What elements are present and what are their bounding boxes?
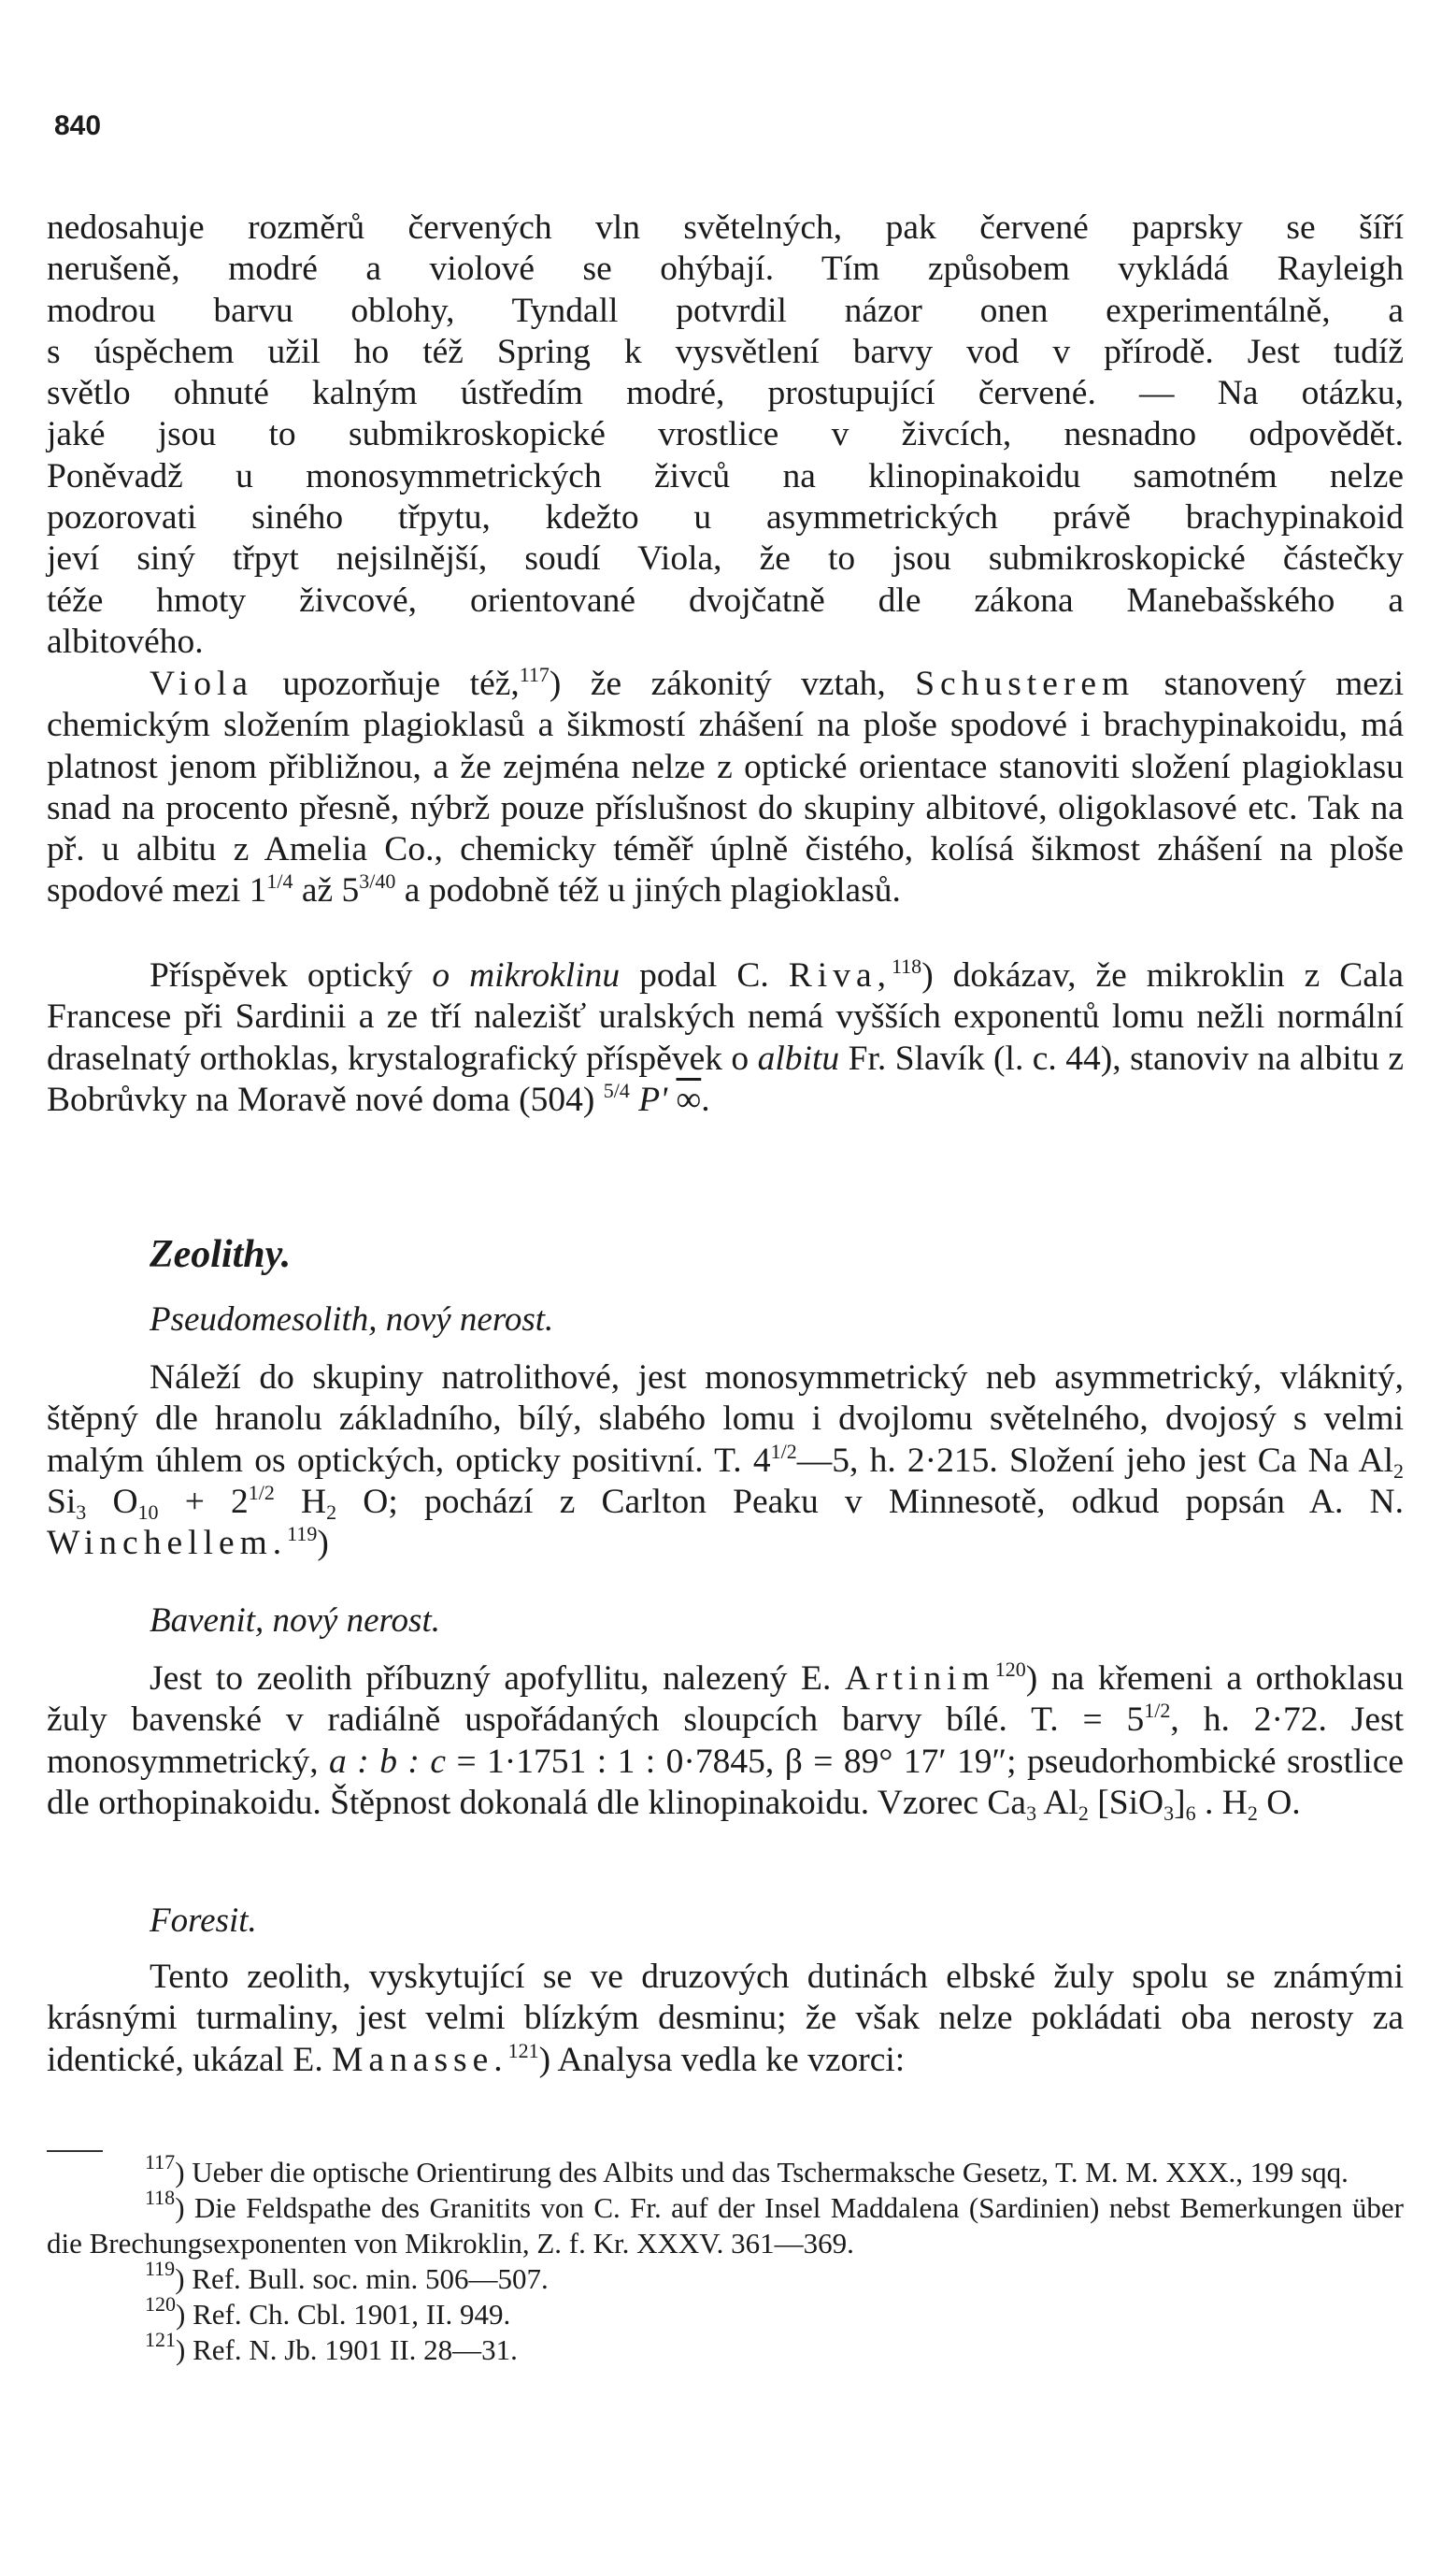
footnote-text: ) Ref. Bull. soc. min. 506—507. — [175, 2262, 549, 2295]
text-line: pozorovati siného třpytu, kdežto u asymmetrických právě brachypinakoid — [47, 498, 1404, 538]
text-span: ) dokázav, že mikroklin z Cala Francese při Sardinii a ze tří nalezišť uralských nemá vyšších exponentů lomu nežli normální draselnatý orthoklas, krystalografický příspěvek o — [47, 956, 1404, 1078]
text-span: upozorňuje též, — [253, 665, 520, 703]
text-span: ) na křemeni a orthoklasu žuly bavenské v radiálně uspořádaných sloupcích barvy bílé. T. = 5 — [47, 1659, 1404, 1740]
text-line: téže hmoty živcové, orientované dvojčatně dle zákona Manebašského a — [47, 581, 1404, 620]
subscript: 2 — [1078, 1801, 1089, 1825]
footnotes — [47, 2150, 1404, 2368]
text-span: a podobně též u jiných plagioklasů. — [395, 871, 901, 911]
fraction: 5/4 — [603, 1078, 630, 1102]
footnote-text: ) Die Feldspathe des Granitits von C. Fr. auf der Insel Maddalena (Sardinien) nebst Bemerkungen über die Brechungsexponenten von Mikroklin, Z. f. Kr. XXXV. 361—369. — [47, 2191, 1404, 2260]
text-span: ) že zákonitý vztah, — [549, 665, 916, 703]
text-span: O. — [1257, 1783, 1301, 1822]
subheading-pseudomesolith: Pseudomesolith, nový nerost. — [150, 1300, 554, 1339]
footnote-text: ) Ueber die optische Orientirung des Albits und das Tschermaksche Gesetz, T. M. M. XXX., 199 sqq. — [175, 2156, 1349, 2188]
fraction: 1/2 — [248, 1480, 275, 1504]
footnote-119 — [47, 2257, 1404, 2297]
paragraph-viola — [47, 664, 1404, 912]
text-span: . — [701, 1080, 710, 1119]
footnote-number: 120 — [145, 2292, 176, 2316]
text-span: O — [86, 1482, 138, 1521]
text-span: . H — [1195, 1783, 1248, 1822]
fraction: 1/2 — [1144, 1699, 1171, 1723]
subscript: 2 — [1247, 1801, 1258, 1825]
subscript: 3 — [1026, 1801, 1037, 1825]
text-span: podal C. — [620, 956, 789, 995]
text-span: stanovený mezi chemickým složením plagioklasů a šikmostí zhášení na ploše spodové i brachypinakoidu, má platnost jenom přibližnou, a že zejména nelze z optické orientace stanoviti složení plagioklasu snad na procento přesně, nýbrž pouze příslušnost do skupiny albitové, oligoklasové etc. Tak na př. u albitu z Amelia Co., chemicky téměř úplně čistého, kolísá šikmost zhášení na ploše spodové mezi 1 — [47, 665, 1404, 911]
italic-term: o mikroklinu — [432, 956, 621, 995]
footnote-number: 121 — [145, 2328, 176, 2351]
text-line: s úspěchem užil ho též Spring k vysvětlení barvy vod v přírodě. Jest tudíž — [47, 332, 1404, 371]
text-span: Jest to zeolith příbuzný apofyllitu, nalezený E. — [150, 1659, 845, 1698]
text-span: Tento zeolith, vyskytující se ve druzových dutinách elbské žuly spolu se známými krásnými turmaliny, jest velmi blízkým desminu; že však nelze pokládati oba nerosty za identické, ukázal E. — [47, 1958, 1404, 2079]
footnote-ref[interactable]: 118 — [892, 954, 922, 978]
subscript: 6 — [1185, 1801, 1196, 1825]
text-span: O; pochází z Carlton Peaku v Minnesotě, odkud popsán A. N. — [336, 1482, 1404, 1521]
text-line: nerušeně, modré a violové se ohýbají. Tím způsobem vykládá Rayleigh — [47, 250, 1404, 289]
section-heading-zeolithy: Zeolithy. — [150, 1233, 292, 1276]
text-line: jaké jsou to submikroskopické vrostlice v živcích, nesnadno odpovědět. — [47, 415, 1404, 454]
text-span: = 1·1751 : 1 : 0·7845, β = 89° 17′ 19″; pseudorhombické srostlice dle orthopinakoidu. Štěpnost dokonalá dle klinopinakoidu. Vzorec Ca — [47, 1742, 1404, 1822]
paragraph-mikroklin — [47, 955, 1404, 1121]
axial-ratio-label: a : b : c — [329, 1742, 446, 1781]
author-name: Manasse. — [332, 2040, 508, 2079]
text-span: Al — [1036, 1783, 1078, 1822]
paragraph-pseudomesolith — [47, 1357, 1404, 1564]
text-span: , h. 2·72. Jest monosymmetrický, — [47, 1700, 1404, 1781]
subscript: 10 — [137, 1499, 159, 1524]
fraction: 1/2 — [770, 1439, 797, 1463]
text-line: albitového. — [47, 622, 204, 661]
text-line: Poněvadž u monosymmetrických živců na klinopinakoidu samotném nelze — [47, 456, 1404, 495]
footnote-text: ) Ref. Ch. Cbl. 1901, II. 949. — [176, 2298, 511, 2331]
face-symbol: P' — [629, 1080, 677, 1119]
text-span: Příspěvek optický — [150, 956, 433, 995]
footnote-text: ) Ref. N. Jb. 1901 II. 28—31. — [176, 2333, 518, 2366]
footnote-118 — [47, 2186, 1404, 2261]
paragraph-foresit — [47, 1957, 1404, 2081]
text-span: až 5 — [293, 871, 360, 911]
footnote-ref[interactable]: 117 — [519, 663, 550, 686]
footnote-number: 119 — [145, 2257, 176, 2280]
text-line: světlo ohnuté kalným ústředím modré, prostupující červené. — Na otázku, — [47, 374, 1404, 413]
author-name: Artinim — [844, 1659, 995, 1698]
subscript: 3 — [76, 1499, 87, 1524]
subscript: 3 — [1163, 1801, 1175, 1825]
text-line: modrou barvu oblohy, Tyndall potvrdil názor onen experimentálně, a — [47, 291, 1404, 330]
text-span: ] — [1174, 1783, 1186, 1822]
degree-sign: 0 — [385, 869, 396, 894]
fraction: 3/4 — [359, 869, 386, 894]
author-name: Winchellem. — [47, 1524, 288, 1563]
paragraph-bavenit — [47, 1658, 1404, 1824]
subheading-foresit: Foresit. — [150, 1901, 257, 1940]
page-number: 840 — [54, 110, 102, 141]
footnote-121 — [47, 2328, 1404, 2368]
footnote-ref[interactable]: 120 — [994, 1657, 1026, 1681]
subheading-bavenit: Bavenit, nový nerost. — [150, 1601, 440, 1640]
text-line: nedosahuje rozměrů červených vln světelných, pak červené paprsky se šíří — [47, 208, 1404, 247]
fraction: 1/4 — [266, 869, 293, 894]
text-span: ) Analysa vedla ke vzorci: — [538, 2040, 906, 2079]
author-name: Riva, — [788, 956, 892, 995]
italic-term: albitu — [757, 1039, 840, 1078]
footnote-divider — [47, 2150, 103, 2152]
text-span: Fr. Slavík (l. c. 44), stanoviv na albitu z Bobrůvky na Moravě nové doma (504) — [47, 1039, 1404, 1119]
footnote-number: 117 — [145, 2150, 176, 2174]
author-name: Viola — [150, 665, 254, 703]
text-line: jeví siný třpyt nejsilnější, soudí Viola, že to jsou submikroskopické částečky — [47, 539, 1404, 579]
footnote-number: 118 — [145, 2186, 176, 2209]
text-span: H — [274, 1482, 327, 1521]
footnote-117 — [47, 2150, 1404, 2190]
text-span: ) — [317, 1524, 329, 1563]
subscript: 2 — [1393, 1458, 1404, 1483]
infinity-symbol: ∞ — [676, 1080, 702, 1119]
paragraph-rayleigh — [47, 208, 1404, 663]
footnote-ref[interactable]: 121 — [507, 2038, 539, 2062]
footnote-ref[interactable]: 119 — [287, 1522, 318, 1546]
text-span: [SiO — [1088, 1783, 1164, 1822]
text-span: Si — [47, 1482, 77, 1521]
author-name: Schusterem — [915, 665, 1135, 703]
text-span: Náleží do skupiny natrolithové, jest monosymmetrický neb asymmetrický, vláknitý, štěpný dle hranolu základního, bílý, slabého lomu i dvojlomu světelného, dvojosý s velmi malým úhlem os optických, opticky positivní. T. 4 — [47, 1358, 1404, 1480]
subscript: 2 — [326, 1499, 337, 1524]
text-span: + 2 — [158, 1482, 249, 1521]
text-span: —5, h. 2·215. Složení jeho jest Ca Na Al — [796, 1441, 1393, 1480]
footnote-120 — [47, 2292, 1404, 2332]
